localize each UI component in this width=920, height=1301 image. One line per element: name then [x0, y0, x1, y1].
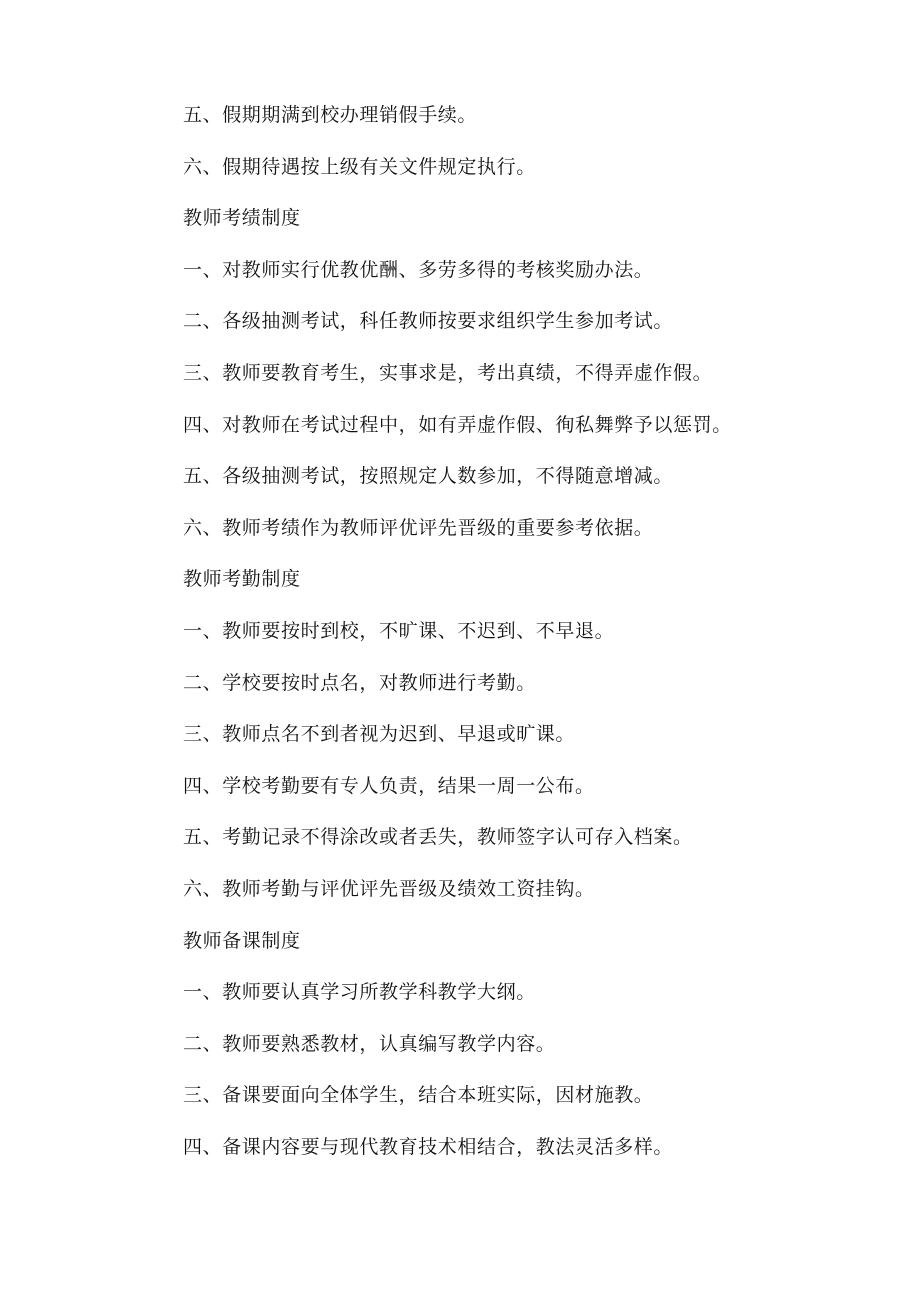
- text-line: 五、假期期满到校办理销假手续。: [183, 104, 478, 126]
- text-line: 三、教师要教育考生，实事求是，考出真绩，不得弄虚作假。: [183, 361, 713, 384]
- text-line: 六、教师考勤与评优评先晋级及绩效工资挂钩。: [183, 877, 595, 900]
- section-heading: 教师备课制度: [183, 929, 301, 952]
- text-line: 四、对教师在考试过程中，如有弄虚作假、徇私舞弊予以惩罚。: [183, 413, 732, 436]
- text-line: 一、对教师实行优教优酬、多劳多得的考核奖励办法。: [183, 258, 654, 281]
- text-line: 三、备课要面向全体学生，结合本班实际，因材施教。: [183, 1084, 654, 1107]
- text-line: 三、教师点名不到者视为迟到、早退或旷课。: [183, 723, 576, 746]
- text-line: 二、教师要熟悉教材，认真编写教学内容。: [183, 1032, 556, 1055]
- section-heading: 教师考绩制度: [183, 207, 301, 230]
- text-line: 四、备课内容要与现代教育技术相结合，教法灵活多样。: [183, 1135, 674, 1158]
- text-line: 一、教师要认真学习所教学科教学大纲。: [183, 981, 536, 1004]
- text-line: 五、考勤记录不得涂改或者丢失，教师签字认可存入档案。: [183, 826, 693, 849]
- text-line: 五、各级抽测考试，按照规定人数参加，不得随意增减。: [183, 465, 674, 488]
- text-line: 六、教师考绩作为教师评优评先晋级的重要参考依据。: [183, 516, 654, 539]
- section-heading: 教师考勤制度: [183, 568, 301, 591]
- text-line: 四、学校考勤要有专人负责，结果一周一公布。: [183, 774, 595, 797]
- document-body: [183, 99, 883, 1182]
- text-line: 二、学校要按时点名，对教师进行考勤。: [183, 671, 536, 694]
- text-line: 二、各级抽测考试，科任教师按要求组织学生参加考试。: [183, 310, 674, 333]
- text-line: 一、教师要按时到校，不旷课、不迟到、不早退。: [183, 619, 615, 642]
- text-line: 六、假期待遇按上级有关文件规定执行。: [183, 155, 536, 178]
